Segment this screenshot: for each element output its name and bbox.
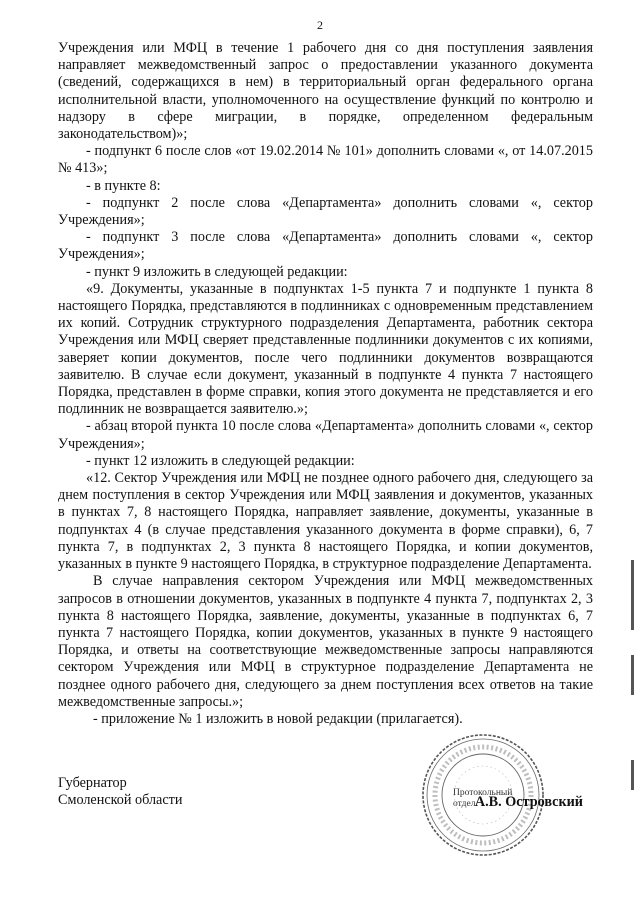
document-body <box>58 40 593 728</box>
paragraph: «12. Сектор Учреждения или МФЦ не позднее одного рабочего дня, следующего за днем поступления в сектор Учреждения или МФЦ заявления и документов, указанных в пунктах 7, 8 настоящего Порядка, направляет заявление, документы, указанные в подпунктах 4 (в случае представления указанного документа в форме справки), 6, 7 пункта 7, в подпунктах 2, 3 пункта 8 настоящего Порядка, и копии документов, указанных в пункте 9 настоящего Порядка, в структурное подразделение Департамента. <box>58 470 593 573</box>
paragraph: - подпункт 6 после слов «от 19.02.2014 № 101» дополнить словами «, от 14.07.2015 № 413»; <box>58 143 593 177</box>
paragraph: - абзац второй пункта 10 после слова «Департамента» дополнить словами «, сектор Учреждения»; <box>58 418 593 452</box>
signatory-name: А.В. Островский <box>474 794 583 810</box>
paragraph: Учреждения или МФЦ в течение 1 рабочего дня со дня поступления заявления направляет межведомственный запрос о предоставлении указанного документа (сведений, содержащихся в нем) в территориальный орган федерального органа исполнительной власти, уполномоченного на осуществление функций по контролю и надзору в сфере миграции, в порядке, определенном федеральным законодательством)»; <box>58 40 593 143</box>
paragraph: - приложение № 1 изложить в новой редакции (прилагается). <box>93 710 463 727</box>
signature-block <box>58 775 593 809</box>
paragraph: - пункт 9 изложить в следующей редакции: <box>86 263 348 280</box>
signatory-title: Губернатор <box>58 775 127 791</box>
scan-edge-mark <box>631 760 634 790</box>
paragraph: - пункт 12 изложить в следующей редакции: <box>86 452 355 469</box>
signatory-region: Смоленской области <box>58 792 183 809</box>
paragraph: В случае направления сектором Учреждения или МФЦ межведомственных запросов в отношении документов, указанных в подпункте 4 пункта 7, подпунктах 2, 3 пункта 8 настоящего Порядка, заявление, документы, указанные в подпунктах 6, 7 пункта 7 настоящего Порядка, копии документов, указанных в пункте 9 настоящего Порядка, и ответы на соответствующие межведомственные запросы направляются сектором Учреждения или МФЦ в структурное подразделение Департамента не позднее одного рабочего дня, следующего за днем поступления всех ответов на такие межведомственные запросы.»; <box>58 573 593 710</box>
page-number: 2 <box>317 18 323 32</box>
scan-edge-mark <box>631 655 634 695</box>
paragraph: - в пункте 8: <box>86 177 161 194</box>
paragraph: «9. Документы, указанные в подпунктах 1-5 пункта 7 и подпункте 1 пункта 8 настоящего Порядка, представляются в подлинниках с одновременным представлением их копий. Сотрудник структурного подразделения Департамента, работник сектора Учреждения или МФЦ сверяет представленные подлинники документов с их копиями, заверяет копии документов, после чего подлинники документов возвращаются заявителю. В случае если документ, указанный в подпункте 4 пункта 7 настоящего Порядка, представлен в форме справки, копия этого документа не представляется и его подлинник не возвращается заявителю.»; <box>58 280 593 418</box>
scan-edge-mark <box>631 560 634 630</box>
seal-label-line: Протокольный <box>453 788 513 798</box>
paragraph: - подпункт 2 после слова «Департамента» дополнить словами «, сектор Учреждения»; <box>58 194 593 229</box>
seal-label-line: отдел <box>453 799 476 809</box>
paragraph: - подпункт 3 после слова «Департамента» дополнить словами «, сектор Учреждения»; <box>58 229 593 263</box>
